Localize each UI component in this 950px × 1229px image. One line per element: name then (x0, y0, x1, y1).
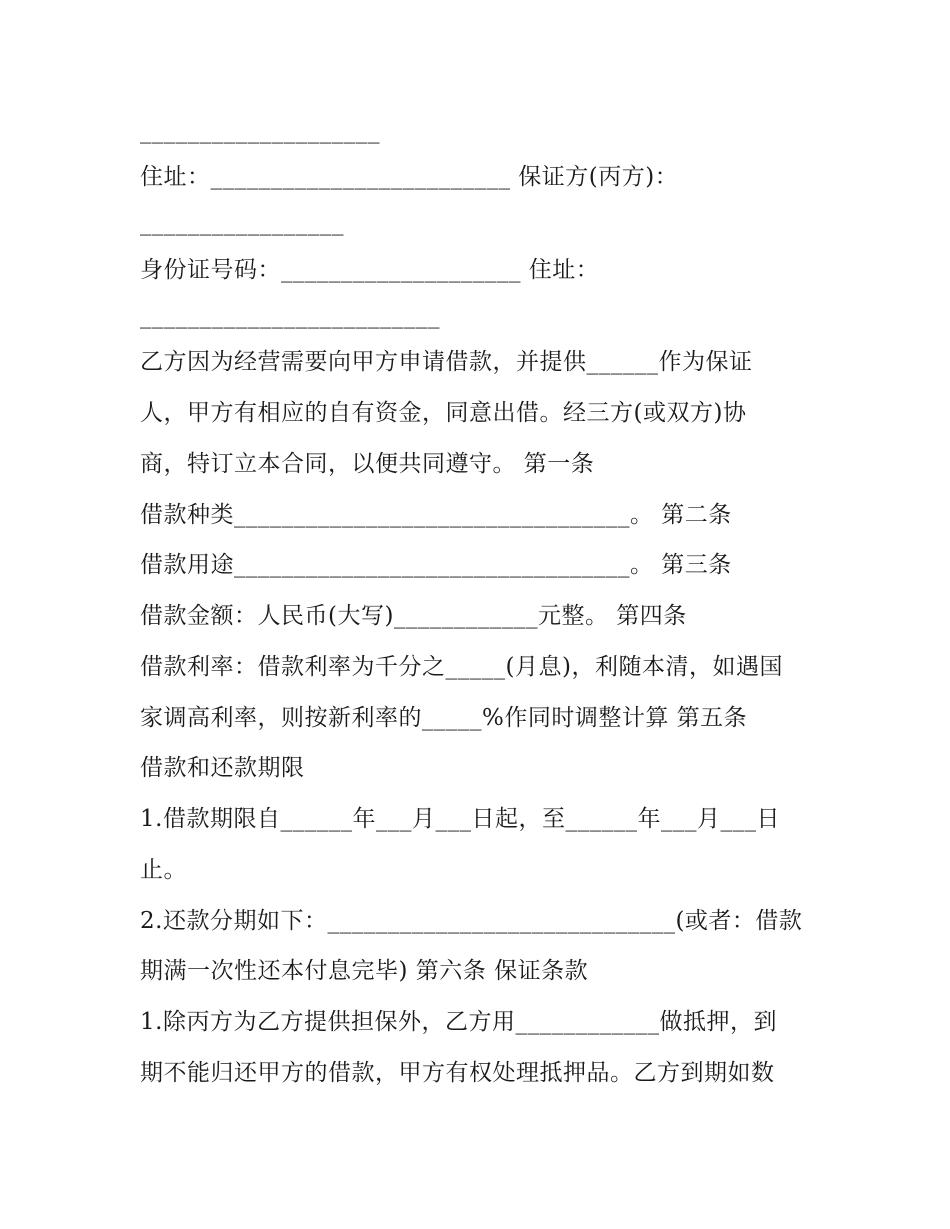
article-line: 借款和还款期限 (140, 755, 305, 781)
article-line: 1.除丙方为乙方提供担保外，乙方用____________做抵押，到 (140, 1009, 777, 1035)
article-line: 期满一次性还本付息完毕) 第六条 保证条款 (140, 958, 589, 984)
article-line: 借款用途_________________________________。 第三条 (140, 552, 732, 578)
signature-blank-line: ____________________ (140, 118, 380, 144)
article-line: 止。 (140, 857, 187, 883)
address-guarantor-line: 住址：_________________________ 保证方(丙方)： (140, 164, 679, 190)
article-line: 1.借款期限自______年___月___日起，至______年___月___日 (140, 806, 780, 832)
article-line: 期不能归还甲方的借款，甲方有权处理抵押品。乙方到期如数 (140, 1060, 775, 1086)
article-line: 家调高利率，则按新利率的_____%作同时调整计算 第五条 (140, 705, 748, 731)
paragraph-line: 人，甲方有相应的自有资金，同意出借。经三方(或双方)协 (140, 400, 747, 426)
id-number-line: 身份证号码：____________________ 住址： (140, 257, 600, 283)
paragraph-line: 商，特订立本合同，以便共同遵守。 第一条 (140, 451, 595, 477)
address-blank-line: _________________________ (140, 303, 440, 329)
article-line: 借款金额：人民币(大写)____________元整。 第四条 (140, 603, 687, 629)
guarantor-blank-line: _________________ (140, 210, 344, 236)
article-line: 借款种类_________________________________。 第二条 (140, 502, 732, 528)
article-line: 借款利率：借款利率为千分之_____(月息)，利随本清，如遇国 (140, 654, 783, 680)
article-line: 2.还款分期如下：_____________________________(或者：借款 (140, 908, 803, 934)
paragraph-line: 乙方因为经营需要向甲方申请借款，并提供______作为保证 (140, 349, 753, 375)
